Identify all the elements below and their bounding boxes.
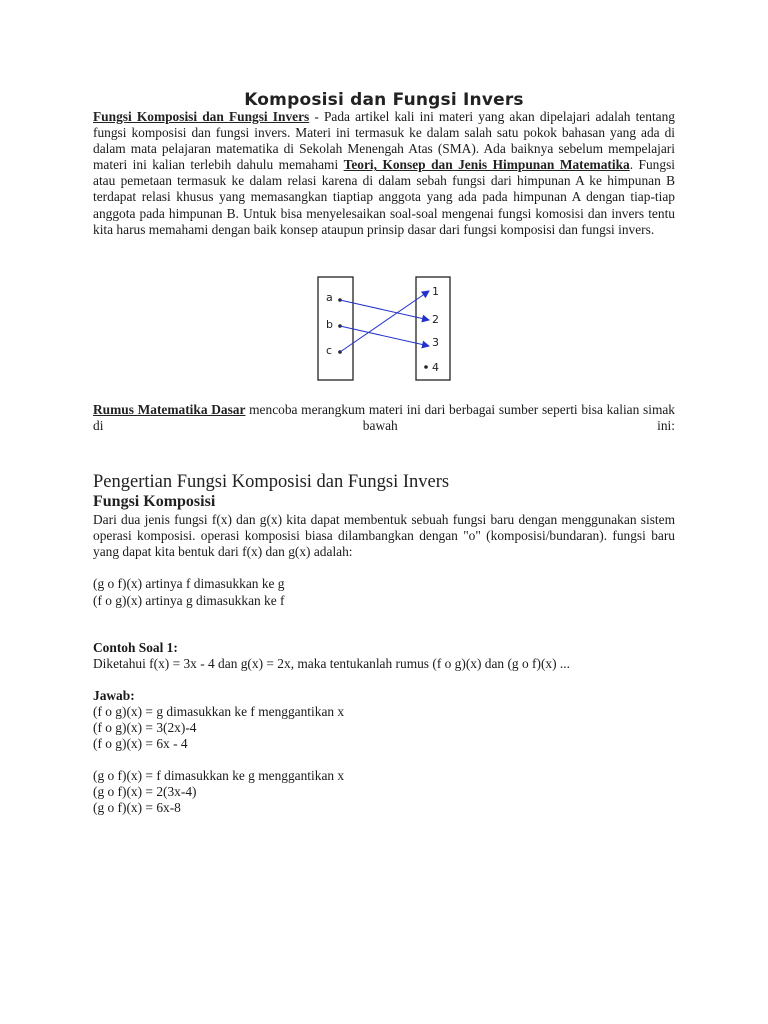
- link-rumus-matematika[interactable]: Rumus Matematika Dasar: [93, 402, 246, 417]
- fog-step-1: (f o g)(x) = g dimasukkan ke f menggantikan x: [93, 704, 345, 719]
- fog-step-3: (f o g)(x) = 6x - 4: [93, 736, 188, 751]
- intro-paragraph: [93, 109, 675, 238]
- intro-text-2: . Fungsi atau pemetaan termasuk ke dalam relasi karena di dalam sebah fungsi dari himpunan A ke himpunan B terdapat relasi khusus yang memasangkan tiaptiap anggota yang ada pada himpunan A dengan tiap-tiap anggota pada himpunan B. Untuk bisa menyelesaikan soal-soal mengenai fungsi komosisi dan invers tentu kita harus memahami dengan baik konsep ataupun prinsip dasar dari fungsi komposisi dan fungsi invers.: [93, 157, 676, 237]
- domain-label-b: b: [326, 318, 333, 331]
- codomain-label-2: 2: [432, 313, 439, 326]
- codomain-label-3: 3: [432, 336, 439, 349]
- document-title: Komposisi dan Fungsi Invers: [244, 90, 524, 110]
- set-a-box: [318, 277, 353, 380]
- gof-step-1: (g o f)(x) = f dimasukkan ke g menggantikan x: [93, 768, 345, 783]
- codomain-label-4: 4: [432, 361, 439, 374]
- meaning-gof: (g o f)(x) artinya f dimasukkan ke g: [93, 576, 285, 591]
- example-label: Contoh Soal 1:: [93, 640, 178, 655]
- domain-label-c: c: [326, 344, 333, 357]
- sub-heading: Fungsi Komposisi: [93, 493, 216, 510]
- link-teori-himpunan[interactable]: Teori, Konsep dan Jenis Himpunan Matematika: [343, 157, 630, 173]
- gof-step-3: (g o f)(x) = 6x-8: [93, 800, 181, 815]
- source-text: mencoba merangkum materi ini dari berbagai sumber seperti bisa kalian simak di bawah ini:: [93, 402, 676, 434]
- fog-step-2: (f o g)(x) = 3(2x)-4: [93, 720, 197, 735]
- domain-label-a: a: [326, 291, 333, 304]
- mapping-diagram: [300, 276, 460, 386]
- gof-step-2: (g o f)(x) = 2(3x-4): [93, 784, 197, 799]
- intro-text-1: - Pada artikel kali ini materi yang akan dipelajari adalah tentang fungsi komposisi dan fungsi invers. Materi ini termasuk ke dalam salah satu pokok bahasan yang ada di dalam mata pelajaran matematika di Sekolah Menengah Atas (SMA). Ada baiknya sebelum mempelajari materi ini kalian terlebih dahulu memahami: [93, 109, 675, 173]
- link-fungsi-komposisi[interactable]: Fungsi Komposisi dan Fungsi Invers: [93, 109, 310, 124]
- example-question: Diketahui f(x) = 3x - 4 dan g(x) = 2x, maka tentukanlah rumus (f o g)(x) dan (g o f)(x) ...: [93, 656, 570, 671]
- answer-label: Jawab:: [93, 688, 135, 703]
- section-heading: Pengertian Fungsi Komposisi dan Fungsi Invers: [93, 472, 450, 492]
- meaning-fog: (f o g)(x) artinya g dimasukkan ke f: [93, 593, 285, 608]
- definition-paragraph: Dari dua jenis fungsi f(x) dan g(x) kita dapat membentuk sebuah fungsi baru dengan menggunakan sistem operasi komposisi. operasi komposisi biasa dilambangkan dengan "o" (komposisi/bundaran). fungsi baru yang dapat kita bentuk dari f(x) dan g(x) adalah:: [93, 512, 675, 560]
- codomain-label-1: 1: [432, 285, 439, 298]
- source-paragraph: [93, 402, 675, 434]
- codomain-point-4: [424, 365, 428, 369]
